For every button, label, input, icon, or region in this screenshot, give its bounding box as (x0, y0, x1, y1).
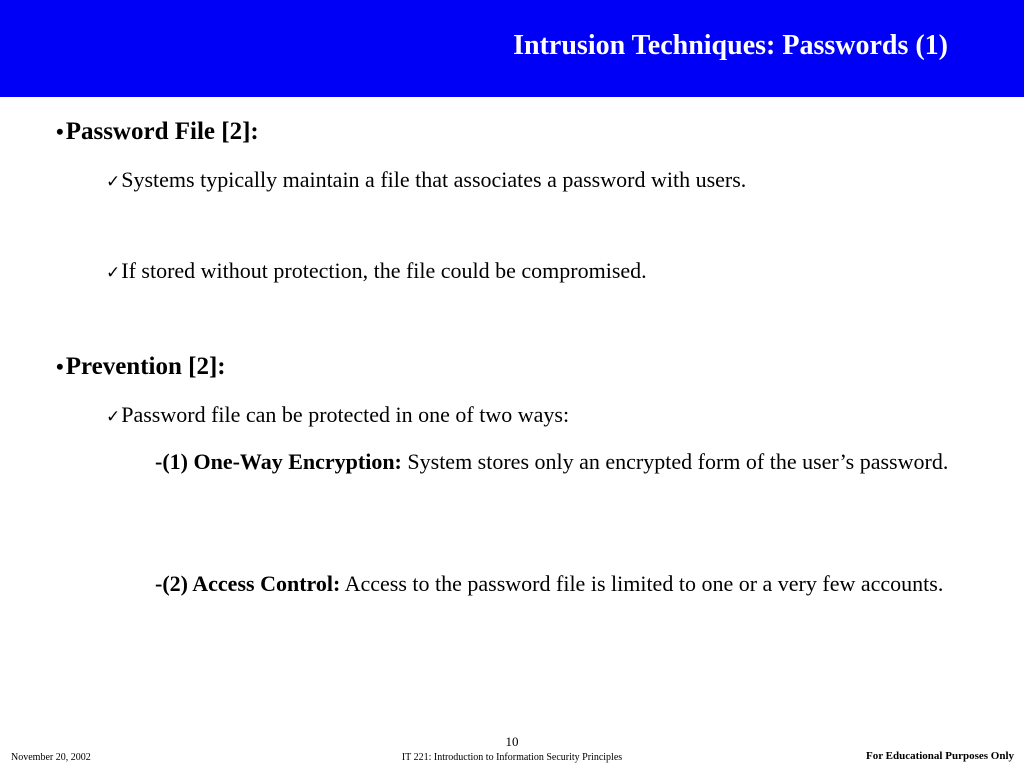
footer-course: IT 221: Introduction to Information Security Principles (401, 752, 623, 763)
check-item-compromised (106, 258, 647, 284)
sub-item-access-control (155, 568, 975, 599)
check-item-text: If stored without protection, the file could be compromised. (121, 258, 647, 283)
bullet-icon: • (56, 119, 64, 144)
page-number: 10 (505, 734, 519, 749)
footer-date: November 20, 2002 (11, 752, 91, 763)
slide-title: Intrusion Techniques: Passwords (1) (513, 30, 948, 61)
check-item-text: Systems typically maintain a file that associates a password with users. (121, 167, 747, 192)
sub-item-lead: -(2) Access Control: (155, 571, 341, 596)
section-heading-password-file (56, 118, 259, 146)
footer-disclaimer: For Educational Purposes Only (865, 750, 1014, 762)
check-icon: ✓ (106, 407, 121, 427)
sub-item-lead: -(1) One-Way Encryption: (155, 449, 402, 474)
section-heading-prevention (56, 353, 226, 381)
bullet-icon: • (56, 354, 64, 379)
check-item-two-ways (106, 402, 569, 428)
check-item-text: Password file can be protected in one of two ways: (121, 402, 570, 427)
sub-item-text: System stores only an encrypted form of the user’s password. (401, 449, 949, 474)
section-heading-label: Prevention [2]: (65, 353, 226, 380)
sub-item-one-way-encryption (155, 446, 975, 477)
check-item-file-association (106, 167, 746, 193)
title-bar (0, 0, 1024, 97)
check-icon: ✓ (106, 263, 121, 283)
check-icon: ✓ (106, 172, 121, 192)
section-heading-label: Password File [2]: (65, 118, 259, 145)
sub-item-text: Access to the password file is limited to one or a very few accounts. (340, 571, 944, 596)
